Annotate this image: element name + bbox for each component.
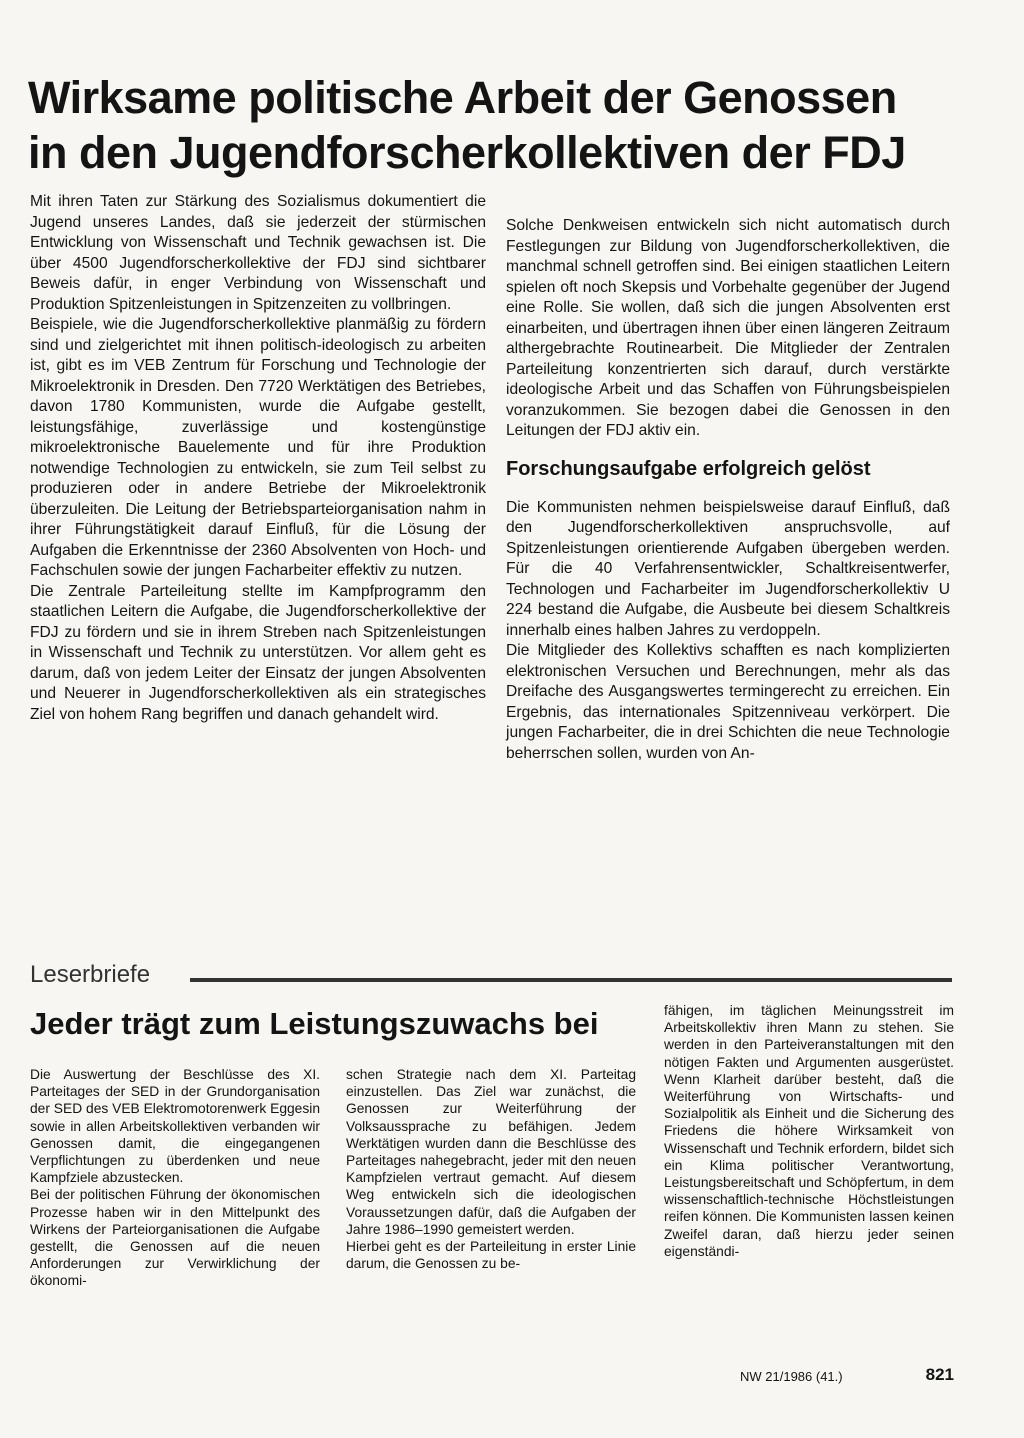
section-divider [190, 978, 952, 982]
article-paragraph: Solche Denkweisen entwickeln sich nicht automatisch durch Festlegungen zur Bildung von Jugendforscherkollektiven, die manchmal schnell getroffen sind. Bei einigen staatlichen Leitern spielen oft noch Skepsis und Vorbehalte gegenüber der Jugend eine Rolle. Sie wollen, daß sich die jungen Absolventen erst einarbeiten, und übertragen ihnen über einen längeren Zeitraum althergebrachte Routinearbeit. Die Mitglieder der Zentralen Parteileitung konzentrierten sich darauf, durch verstärkte ideologische Arbeit und das Schaffen von Führungsbeispielen voranzukommen. Sie bezogen dabei die Genossen in den Leitungen der FDJ aktiv ein. [506, 217, 950, 439]
page-number: 821 [925, 1365, 954, 1384]
headline-line-1: Wirksame politische Arbeit der Genossen [28, 72, 897, 123]
page-footer [740, 1365, 954, 1389]
article-paragraph: Beispiele, wie die Jugendforscherkollektive planmäßig zu fördern sind und zielgerichtet mit ihnen politisch-ideologisch zu arbeiten ist, gibt es im VEB Zentrum für Forschung und Technologie der Mikroelektronik in Dresden. Den 7720 Werktätigen des Betriebes, davon 1780 Kommunisten, wurde die Aufgabe gestellt, leistungsfähige, zuverlässige und kostengünstige mikroelektronische Bauelemente und für ihre Produktion notwendige Technologien zu entwickeln, sie zum Teil selbst zu produzieren oder in andere Betriebe der Mikroelektronik überzuleiten. Die Leitung der Betriebsparteiorganisation nahm in ihrer Führungstätigkeit darauf Einfluß, für die Lösung der Aufgaben die Erkenntnisse der 2360 Absolventen von Hoch- und Fachschulen sowie der jungen Facharbeiter effektiv zu nutzen. [30, 316, 486, 579]
article-paragraph: Die Mitglieder des Kollektivs schafften es nach komplizierten elektronischen Versuchen und Berechnungen, mehr als das Dreifache des Ausgangswertes termingerecht zu erreichen. Ein Ergebnis, das internationales Spitzenniveau verkörpert. Die jungen Facharbeiter, die in drei Schichten die neue Technologie beherrschen sollen, wurden von An- [506, 642, 950, 762]
letter-title: Jeder trägt zum Leistungszuwachs bei [30, 1006, 599, 1041]
section-label: Leserbriefe [30, 961, 151, 988]
letter-paragraph: schen Strategie nach dem XI. Parteitag einzustellen. Das Ziel war zunächst, die Genossen zur Weiterführung der Volksaussprache zu befähigen. Jedem Werktätigen wurden dann die Beschlüsse des Parteitages nahegebracht, jeder mit den neuen Kampfzielen vertraut gemacht. Auf diesem Weg entwickeln sich die ideologischen Voraussetzungen dafür, daß die Aufgaben der Jahre 1986–1990 gemeistert werden. [346, 1067, 636, 1237]
letter-paragraph: fähigen, im täglichen Meinungsstreit im Arbeitskollektiv ihren Mann zu stehen. Sie werden in den Parteiveranstaltungen mit den nötigen Fakten und Argumenten ausgerüstet. Wenn Klarheit darüber besteht, daß die Weiterführung von Wirtschafts- und Sozialpolitik als Einheit und die Sicherung des Friedens die höhere Wirksamkeit von Wissenschaft und Technik erfordern, bildet sich ein Klima politischer Verantwortung, Leistungsbereitschaft und Schöpfertum, in dem wissenschaftlich-technische Höchstleistungen reifen können. Die Kommunisten lassen keinen Zweifel daran, daß hierzu jeder seinen eigenständi- [664, 1003, 954, 1259]
article-column-2 [506, 216, 950, 764]
letter-column-2 [346, 1066, 636, 1272]
letter-column-3 [664, 1002, 954, 1260]
article-paragraph: Die Zentrale Parteileitung stellte im Kampfprogramm den staatlichen Leitern die Aufgabe, die Jugendforscherkollektive der FDJ zu fördern und sie in ihrem Streben nach Spitzenleistungen in Wissenschaft und Technik zu unterstützen. Vor allem geht es darum, daß von jedem Leiter der Einsatz der jungen Absolventen und Neuerer in Jugendforscherkollektiven als ein strategisches Ziel von hohem Rang begriffen und danach gehandelt wird. [30, 582, 486, 723]
letter-column-1 [30, 1066, 320, 1290]
article-paragraph: Mit ihren Taten zur Stärkung des Sozialismus dokumentiert die Jugend unseres Landes, daß sie jederzeit der stürmischen Entwicklung von Wissenschaft und Technik gewachsen ist. Die über 4500 Jugendforscherkollektive der FDJ sind sichtbarer Beweis dafür, in enger Verbindung von Wissenschaft und Produktion Spitzenleistungen in Spitzenzeiten zu vollbringen. [30, 193, 486, 313]
letter-paragraph: Die Auswertung der Beschlüsse des XI. Parteitages der SED in der Grundorganisation der SED des VEB Elektromotorenwerk Eggesin sowie in allen Arbeitskollektiven verbanden wir Genossen damit, die eingegangenen Verpflichtungen zu überdenken und neue Kampfziele abzustecken. [30, 1067, 320, 1186]
article-headline [28, 70, 988, 180]
article-paragraph: Die Kommunisten nehmen beispielsweise darauf Einfluß, daß den Jugendforscherkollektiven anspruchsvolle, auf Spitzenleistungen orientierende Aufgaben übergeben werden. Für die 40 Verfahrensentwickler, Schaltkreisentwerfer, Technologen und Facharbeiter im Jugendforscherkollektiv U 224 bestand die Aufgabe, die Ausbeute bei diesem Schaltkreis innerhalb eines halben Jahres zu verdoppeln. [506, 498, 950, 639]
letter-paragraph: Hierbei geht es der Parteileitung in erster Linie darum, die Genossen zu be- [346, 1239, 636, 1272]
article-column-1 [30, 192, 486, 725]
section-header [30, 960, 952, 990]
article-subheading: Forschungsaufgabe erfolgreich gelöst [506, 457, 871, 480]
letter-paragraph: Bei der politischen Führung der ökonomischen Prozesse haben wir in den Mittelpunkt des Wirkens der Parteiorganisationen die Aufgabe gestellt, die Genossen auf die neuen Anforderungen zur Verwirklichung der ökonomi- [30, 1187, 320, 1289]
headline-line-2: in den Jugendforscherkollektiven der FDJ [28, 127, 906, 178]
issue-number: NW 21/1986 (41.) [740, 1369, 843, 1384]
